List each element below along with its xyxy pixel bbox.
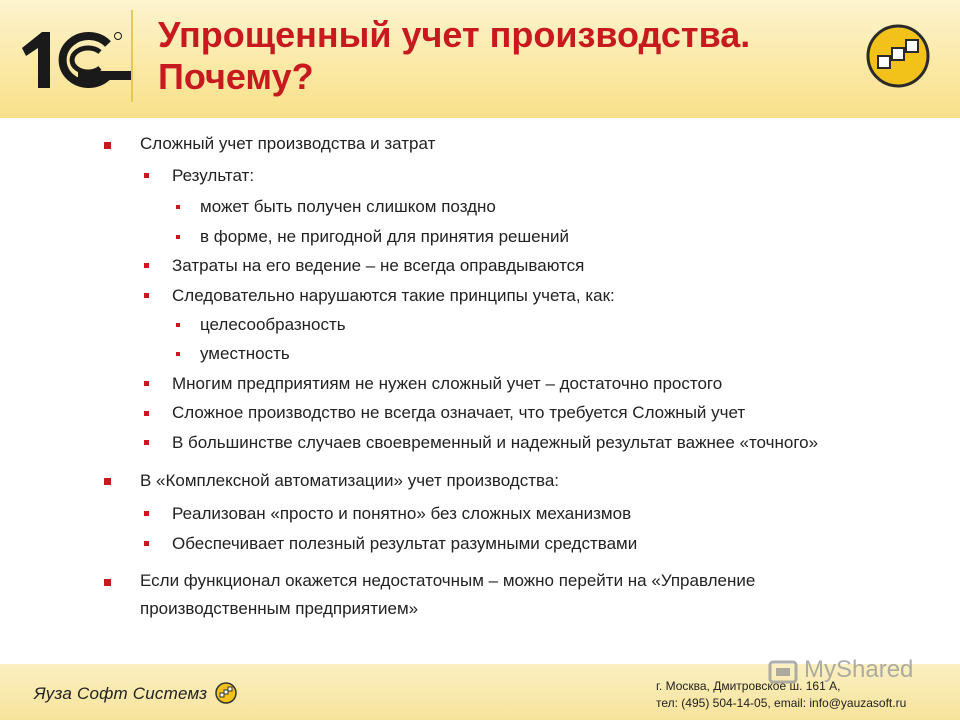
bullet-item: Многим предприятиям не нужен сложный учет – достаточно простого [172,374,723,393]
bullet-item-continuation: производственным предприятием» [140,599,419,618]
bullet-marker [104,579,111,586]
address-line: г. Москва, Дмитровское ш. 161 А, [656,679,841,693]
bullet-marker [144,511,149,516]
phone-email-line: тел: (495) 504-14-05, email: info@yauzasoft.ru [656,696,907,710]
bullet-marker [144,440,149,445]
bullet-item: Сложный учет производства и затрат [140,134,436,153]
bullet-marker [144,173,149,178]
bullet-item: может быть получен слишком поздно [200,197,496,216]
bullet-item: Сложное производство не всегда означает, что требуется Сложный учет [172,403,746,422]
bullet-item: в форме, не пригодной для принятия решений [200,227,569,246]
bullet-marker [144,293,149,298]
bullet-item: Следовательно нарушаются такие принципы учета, как: [172,286,615,305]
bullet-marker [144,411,149,416]
brand-name: Яуза Софт Системз [34,684,208,703]
bullet-marker [144,263,149,268]
title-line-1: Упрощенный учет производства. [158,14,751,55]
bullet-item: В «Комплексной автоматизации» учет производства: [140,471,560,490]
bullet-item: Если функционал окажется недостаточным – можно перейти на «Управление [140,571,756,590]
title-line-2: Почему? [158,56,314,97]
contact-info [656,678,906,712]
bullet-marker [144,541,149,546]
bullet-marker [144,381,149,386]
bullet-item: целесообразность [200,315,346,334]
bullet-item: Обеспечивает полезный результат разумными средствами [172,534,638,553]
bullet-marker [176,323,180,327]
bullet-marker [176,205,180,209]
slide-body [0,118,960,664]
bullet-marker [104,478,111,485]
bullet-item: Результат: [172,166,255,185]
bullet-item: уместность [200,344,290,363]
bullet-item: Затраты на его ведение – не всегда оправдываются [172,256,585,275]
bullet-marker [176,235,180,239]
brand-logo-icon [215,682,237,704]
page-title [158,14,838,98]
slide-header [0,0,960,119]
bullet-marker [176,352,180,356]
bullet-item: В большинстве случаев своевременный и надежный результат важнее «точного» [172,433,819,452]
watermark-text: MyShared [804,656,914,683]
1c-logo-icon [16,26,134,94]
logo-divider [131,10,133,102]
blocks-badge-icon [866,24,930,88]
bullet-marker [104,142,111,149]
bullet-item: Реализован «просто и понятно» без сложных механизмов [172,504,632,523]
